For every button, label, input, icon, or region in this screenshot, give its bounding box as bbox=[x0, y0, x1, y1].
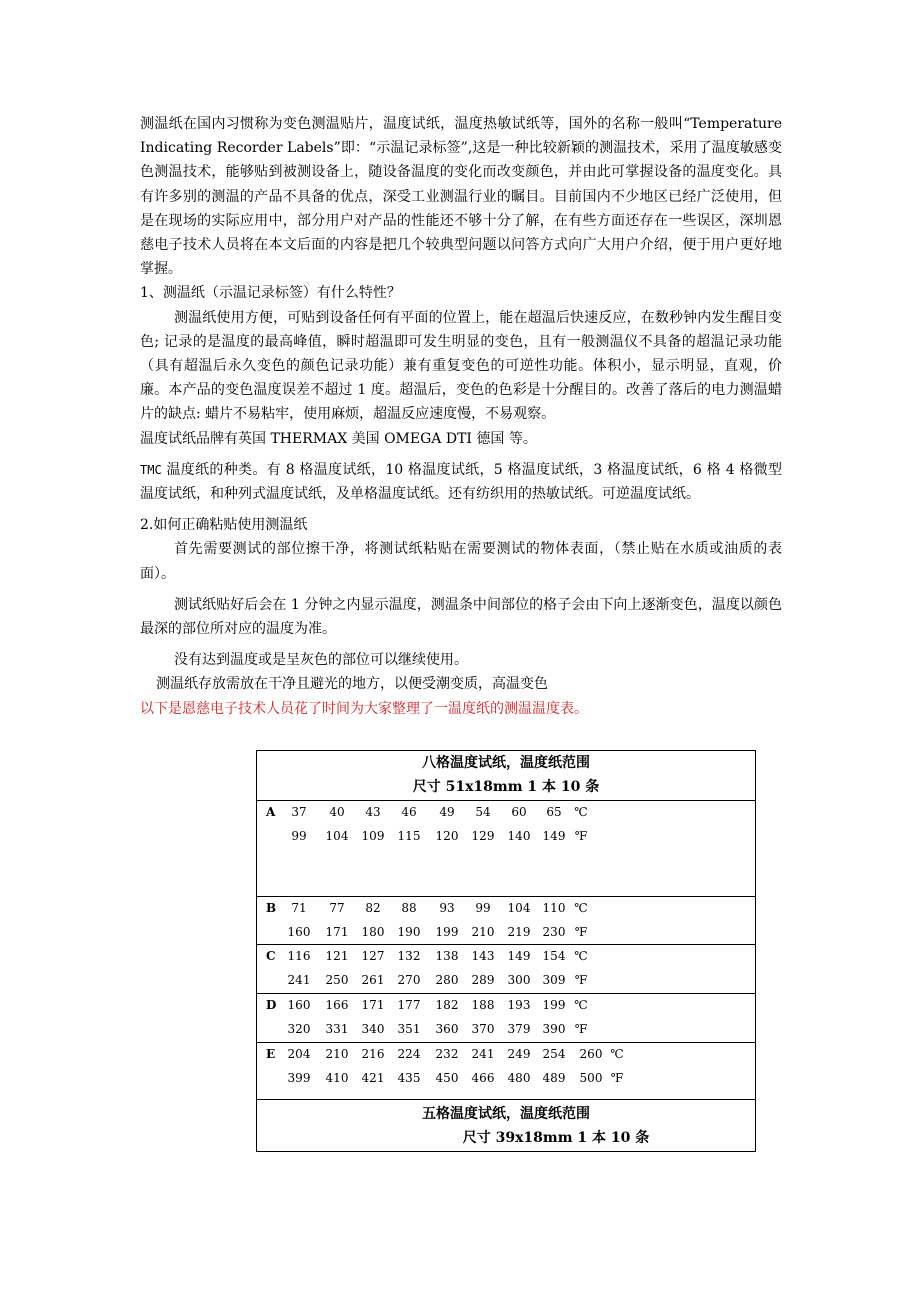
article-body bbox=[140, 112, 782, 721]
celsius-value: 199 bbox=[542, 998, 566, 1012]
celsius-value: 171 bbox=[361, 998, 385, 1012]
celsius-row bbox=[257, 801, 755, 825]
fahrenheit-value: 331 bbox=[325, 1022, 349, 1036]
celsius-value: 46 bbox=[401, 805, 417, 819]
celsius-row bbox=[257, 1043, 755, 1067]
five-grid-header bbox=[257, 1099, 755, 1151]
celsius-value: 138 bbox=[435, 949, 459, 963]
question-2: 2.如何正确粘贴使用测温纸 bbox=[140, 517, 308, 534]
fahrenheit-value: 219 bbox=[507, 925, 531, 939]
fahrenheit-value: 180 bbox=[361, 925, 385, 939]
celsius-value: 166 bbox=[325, 998, 349, 1012]
celsius-value: 254 bbox=[542, 1047, 566, 1061]
fahrenheit-value: 129 bbox=[471, 829, 495, 843]
celsius-row bbox=[257, 897, 755, 921]
fahrenheit-value: 104 bbox=[325, 829, 349, 843]
fahrenheit-value: 489 bbox=[542, 1071, 566, 1085]
celsius-value: 232 bbox=[435, 1047, 459, 1061]
fahrenheit-value: 99 bbox=[291, 829, 307, 843]
celsius-value: 154 bbox=[542, 949, 566, 963]
fahrenheit-value: 450 bbox=[435, 1071, 459, 1085]
fahrenheit-value: 351 bbox=[397, 1022, 421, 1036]
fahrenheit-value: 435 bbox=[397, 1071, 421, 1085]
celsius-value: 182 bbox=[435, 998, 459, 1012]
fahrenheit-value: 241 bbox=[287, 973, 311, 987]
eight-grid-header bbox=[257, 751, 755, 801]
answer-2-storage: 测温纸存放需放在干净且避光的地方，以便受潮变质，高温变色 bbox=[156, 676, 548, 693]
celsius-value: 71 bbox=[291, 901, 307, 915]
fahrenheit-value: 115 bbox=[397, 829, 421, 843]
fahrenheit-value: 300 bbox=[507, 973, 531, 987]
celsius-value: 99 bbox=[475, 901, 491, 915]
celsius-unit: ℃ bbox=[574, 805, 588, 819]
celsius-value: 241 bbox=[471, 1047, 495, 1061]
fahrenheit-value: 140 bbox=[507, 829, 531, 843]
fahrenheit-row bbox=[257, 1067, 755, 1091]
celsius-row bbox=[257, 945, 755, 969]
fahrenheit-value: 210 bbox=[471, 925, 495, 939]
celsius-value: 40 bbox=[329, 805, 345, 819]
group-label: E bbox=[266, 1047, 276, 1061]
celsius-value: 49 bbox=[439, 805, 455, 819]
temp-group-e bbox=[257, 1043, 755, 1099]
fahrenheit-value: 171 bbox=[325, 925, 349, 939]
celsius-value: 193 bbox=[507, 998, 531, 1012]
celsius-value: 65 bbox=[546, 805, 562, 819]
fahrenheit-value: 480 bbox=[507, 1071, 531, 1085]
fahrenheit-value: 390 bbox=[542, 1022, 566, 1036]
fahrenheit-value: 421 bbox=[361, 1071, 385, 1085]
fahrenheit-value: 379 bbox=[507, 1022, 531, 1036]
fahrenheit-value: 340 bbox=[361, 1022, 385, 1036]
fahrenheit-unit: ℉ bbox=[574, 1022, 588, 1036]
group-label: D bbox=[266, 998, 277, 1012]
answer-2-step-2: 测试纸贴好后会在 1 分钟之内显示温度，测温条中间部位的格子会由下向上逐渐变色，温度以颜色最深的部位所对应的温度为准。 bbox=[140, 596, 782, 638]
fahrenheit-value: 250 bbox=[325, 973, 349, 987]
types-text: 温度纸的种类。有 8 格温度试纸，10 格温度试纸，5 格温度试纸，3 格温度试纸，6 格 4 格微型温度试纸，和种列式温度试纸，及单格温度试纸。还有纺织用的热敏试纸。可逆温度试纸。 bbox=[140, 461, 782, 503]
celsius-value: 224 bbox=[397, 1047, 421, 1061]
answer-2-step-1: 首先需要测试的部位擦干净，将测试纸粘贴在需要测试的物体表面，（禁止贴在水质或油质的表面）。 bbox=[140, 541, 782, 582]
celsius-unit: ℃ bbox=[610, 1047, 624, 1061]
group-label: A bbox=[266, 805, 276, 819]
fahrenheit-row bbox=[257, 921, 755, 945]
celsius-unit: ℃ bbox=[574, 901, 588, 915]
fahrenheit-value: 280 bbox=[435, 973, 459, 987]
answer-1: 测温纸使用方便，可贴到设备任何有平面的位置上，能在超温后快速反应，在数秒钟内发生醒目变色; 记录的是温度的最高峰值，瞬时超温即可发生明显的变色，且有一般测温仪不具备的超温记录功能（具有超温后永久变色的颜色记录功能）兼有重复变色的可逆性功能。体积小，显示明显，直观，价廉。本产品的变色温度误差不超过 1 度。超温后，变色的色彩是十分醒目的。改善了落后的电力测温蜡片的缺点: 蜡片不易粘牢，使用麻烦，超温反应速度慢，不易观察。 bbox=[140, 309, 782, 423]
celsius-value: 216 bbox=[361, 1047, 385, 1061]
fahrenheit-value: 120 bbox=[435, 829, 459, 843]
celsius-row bbox=[257, 994, 755, 1018]
celsius-value: 132 bbox=[397, 949, 421, 963]
temp-group-a bbox=[257, 801, 755, 897]
celsius-value: 210 bbox=[325, 1047, 349, 1061]
fahrenheit-unit: ℉ bbox=[574, 829, 588, 843]
temp-group-c bbox=[257, 945, 755, 994]
fahrenheit-value: 261 bbox=[361, 973, 385, 987]
celsius-value: 188 bbox=[471, 998, 495, 1012]
celsius-unit: ℃ bbox=[574, 998, 588, 1012]
temp-group-d bbox=[257, 994, 755, 1043]
celsius-value: 54 bbox=[475, 805, 491, 819]
fahrenheit-value: 500 bbox=[579, 1071, 603, 1085]
fahrenheit-value: 309 bbox=[542, 973, 566, 987]
temperature-table bbox=[256, 750, 756, 1152]
celsius-value: 110 bbox=[542, 901, 566, 915]
group-label: C bbox=[266, 949, 276, 963]
fahrenheit-value: 466 bbox=[471, 1071, 495, 1085]
celsius-value: 143 bbox=[471, 949, 495, 963]
temp-group-b bbox=[257, 897, 755, 945]
fahrenheit-value: 289 bbox=[471, 973, 495, 987]
celsius-value: 82 bbox=[365, 901, 381, 915]
celsius-value: 77 bbox=[329, 901, 345, 915]
fahrenheit-value: 199 bbox=[435, 925, 459, 939]
celsius-value: 37 bbox=[291, 805, 307, 819]
five-grid-title: 五格温度试纸，温度纸范围 bbox=[422, 1106, 590, 1122]
fahrenheit-value: 109 bbox=[361, 829, 385, 843]
celsius-value: 93 bbox=[439, 901, 455, 915]
question-1: 1、测温纸（示温记录标签）有什么特性？ bbox=[140, 285, 401, 302]
fahrenheit-unit: ℉ bbox=[574, 973, 588, 987]
intro-paragraph: 测温纸在国内习惯称为变色测温贴片，温度试纸，温度热敏试纸等，国外的名称一般叫“Temperature Indicating Recorder Labels”即：“示温记录标签”,这是一种比较新颖的测温技术，采用了温度敏感变色测温技术，能够贴到被测设备上，随设备温度的变化而改变颜色，并由此可掌握设备的温度变化。具有许多别的测温的产品不具备的优点，深受工业测温行业的瞩目。目前国内不少地区已经广泛使用，但是在现场的实际应用中，部分用户对产品的性能还不够十分了解，在有些方面还存在一些误区，深圳恩慈电子技术人员将在本文后面的内容是把几个较典型问题以问答方式向广大用户介绍，便于用户更好地掌握。 bbox=[140, 116, 782, 278]
celsius-value: 104 bbox=[507, 901, 531, 915]
group-label: B bbox=[266, 901, 277, 915]
brands-line: 温度试纸品牌有英国 THERMAX 美国 OMEGA DTI 德国 等。 bbox=[140, 430, 537, 447]
five-grid-size: 尺寸 39x18mm 1 本 10 条 bbox=[462, 1130, 650, 1146]
celsius-value: 121 bbox=[325, 949, 349, 963]
fahrenheit-value: 370 bbox=[471, 1022, 495, 1036]
fahrenheit-unit: ℉ bbox=[574, 925, 588, 939]
types-prefix: TMC bbox=[140, 462, 162, 477]
fahrenheit-value: 320 bbox=[287, 1022, 311, 1036]
fahrenheit-row bbox=[257, 825, 755, 849]
celsius-value: 177 bbox=[397, 998, 421, 1012]
celsius-value: 249 bbox=[507, 1047, 531, 1061]
fahrenheit-row bbox=[257, 1018, 755, 1042]
celsius-unit: ℃ bbox=[574, 949, 588, 963]
celsius-value: 204 bbox=[287, 1047, 311, 1061]
fahrenheit-value: 399 bbox=[287, 1071, 311, 1085]
fahrenheit-value: 360 bbox=[435, 1022, 459, 1036]
celsius-value: 43 bbox=[365, 805, 381, 819]
fahrenheit-value: 410 bbox=[325, 1071, 349, 1085]
fahrenheit-value: 270 bbox=[397, 973, 421, 987]
fahrenheit-value: 190 bbox=[397, 925, 421, 939]
fahrenheit-unit: ℉ bbox=[610, 1071, 624, 1085]
fahrenheit-value: 149 bbox=[542, 829, 566, 843]
celsius-value: 60 bbox=[511, 805, 527, 819]
celsius-value: 160 bbox=[287, 998, 311, 1012]
celsius-value: 127 bbox=[361, 949, 385, 963]
fahrenheit-row bbox=[257, 969, 755, 993]
fahrenheit-value: 160 bbox=[287, 925, 311, 939]
table-groups bbox=[257, 801, 755, 1099]
red-note: 以下是恩慈电子技术人员花了时间为大家整理了一温度纸的测温温度表。 bbox=[140, 700, 588, 717]
celsius-value: 149 bbox=[507, 949, 531, 963]
celsius-value: 88 bbox=[401, 901, 417, 915]
eight-grid-title: 八格温度试纸，温度纸范围 bbox=[422, 755, 590, 771]
celsius-value: 260 bbox=[579, 1047, 603, 1061]
answer-2-step-3: 没有达到温度或是呈灰色的部位可以继续使用。 bbox=[174, 652, 468, 669]
celsius-value: 116 bbox=[287, 949, 311, 963]
eight-grid-size: 尺寸 51x18mm 1 本 10 条 bbox=[412, 779, 600, 795]
fahrenheit-value: 230 bbox=[542, 925, 566, 939]
types-paragraph bbox=[140, 458, 782, 506]
